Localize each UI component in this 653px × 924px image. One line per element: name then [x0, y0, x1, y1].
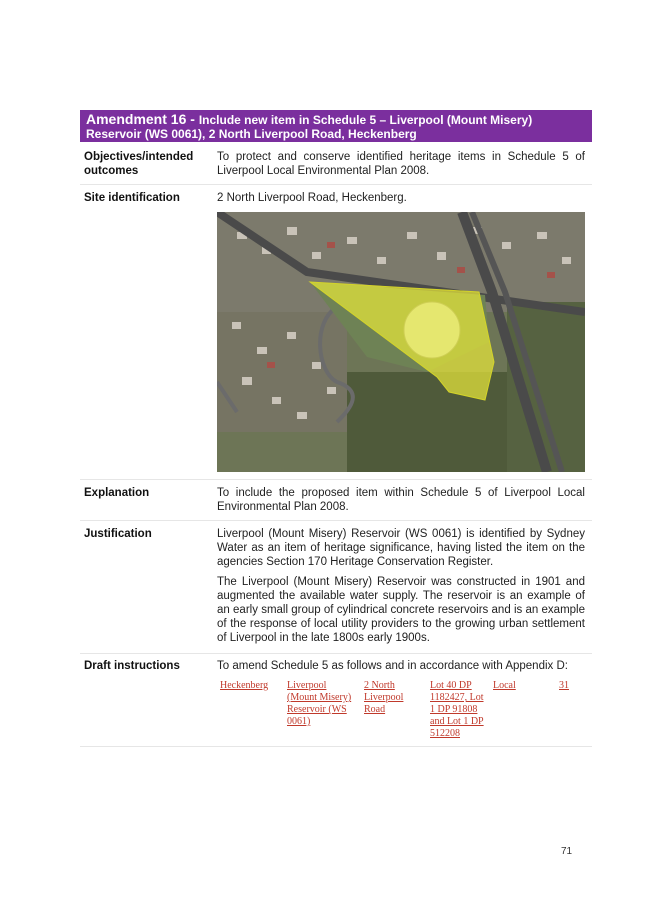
- amendment-title-line-1: Include new item in Schedule 5 – Liverpool (Mount Misery): [198, 113, 533, 127]
- objectives-row: [80, 146, 592, 185]
- page-number: 71: [561, 846, 573, 857]
- objectives-label-line-1: Objectives/intended: [84, 151, 194, 163]
- site-identification-label: Site identification: [84, 192, 180, 204]
- justification-text: [217, 527, 585, 651]
- entry-item-number: 31: [559, 680, 569, 691]
- site-identification-text: 2 North Liverpool Road, Heckenberg.: [217, 192, 407, 204]
- aerial-site-map: [217, 212, 585, 472]
- amendment-title-line-2: Reservoir (WS 0061), 2 North Liverpool Road, Heckenberg: [86, 127, 417, 141]
- amendment-number: Amendment 16 -: [86, 111, 199, 127]
- objectives-text: To protect and conserve identified heritage items in Schedule 5 of Liverpool Local Environmental Plan 2008.: [217, 151, 585, 177]
- entry-address: 2 North Liverpool Road: [364, 680, 404, 715]
- objectives-label: [84, 150, 193, 178]
- entry-property-description: Lot 40 DP 1182427, Lot 1 DP 91808 and Lot 1 DP 512208: [430, 680, 484, 739]
- justification-paragraph-1: Liverpool (Mount Misery) Reservoir (WS 0061) is identified by Sydney Water as an item of heritage significance, having listed the item on the agencies Section 170 Heritage Conservation Register.: [217, 528, 585, 568]
- explanation-text: To include the proposed item within Schedule 5 of Liverpool Local Environmental Plan 2008.: [217, 487, 585, 513]
- explanation-label: Explanation: [84, 487, 150, 499]
- aerial-map-image: [217, 212, 585, 472]
- justification-row: [80, 521, 592, 654]
- entry-item-name: Liverpool (Mount Misery) Reservoir (WS 0061): [287, 680, 352, 727]
- entry-suburb: Heckenberg: [220, 680, 269, 691]
- explanation-row: [80, 480, 592, 521]
- justification-label: Justification: [84, 528, 152, 540]
- draft-instructions-label: Draft instructions: [84, 660, 180, 672]
- draft-instructions-text: To amend Schedule 5 as follows and in accordance with Appendix D:: [217, 660, 568, 672]
- entry-significance: Local: [493, 680, 516, 691]
- amendment-header: [80, 110, 592, 142]
- objectives-label-line-2: outcomes: [84, 165, 139, 177]
- justification-paragraph-2: The Liverpool (Mount Misery) Reservoir was constructed in 1901 and augmented the available water supply. The reservoir is an example of an early small group of cylindrical concrete reservoirs and is an example of the response of local utility providers to the growing urban settlement of Liverpool in the late 1800s early 1900s.: [217, 576, 585, 644]
